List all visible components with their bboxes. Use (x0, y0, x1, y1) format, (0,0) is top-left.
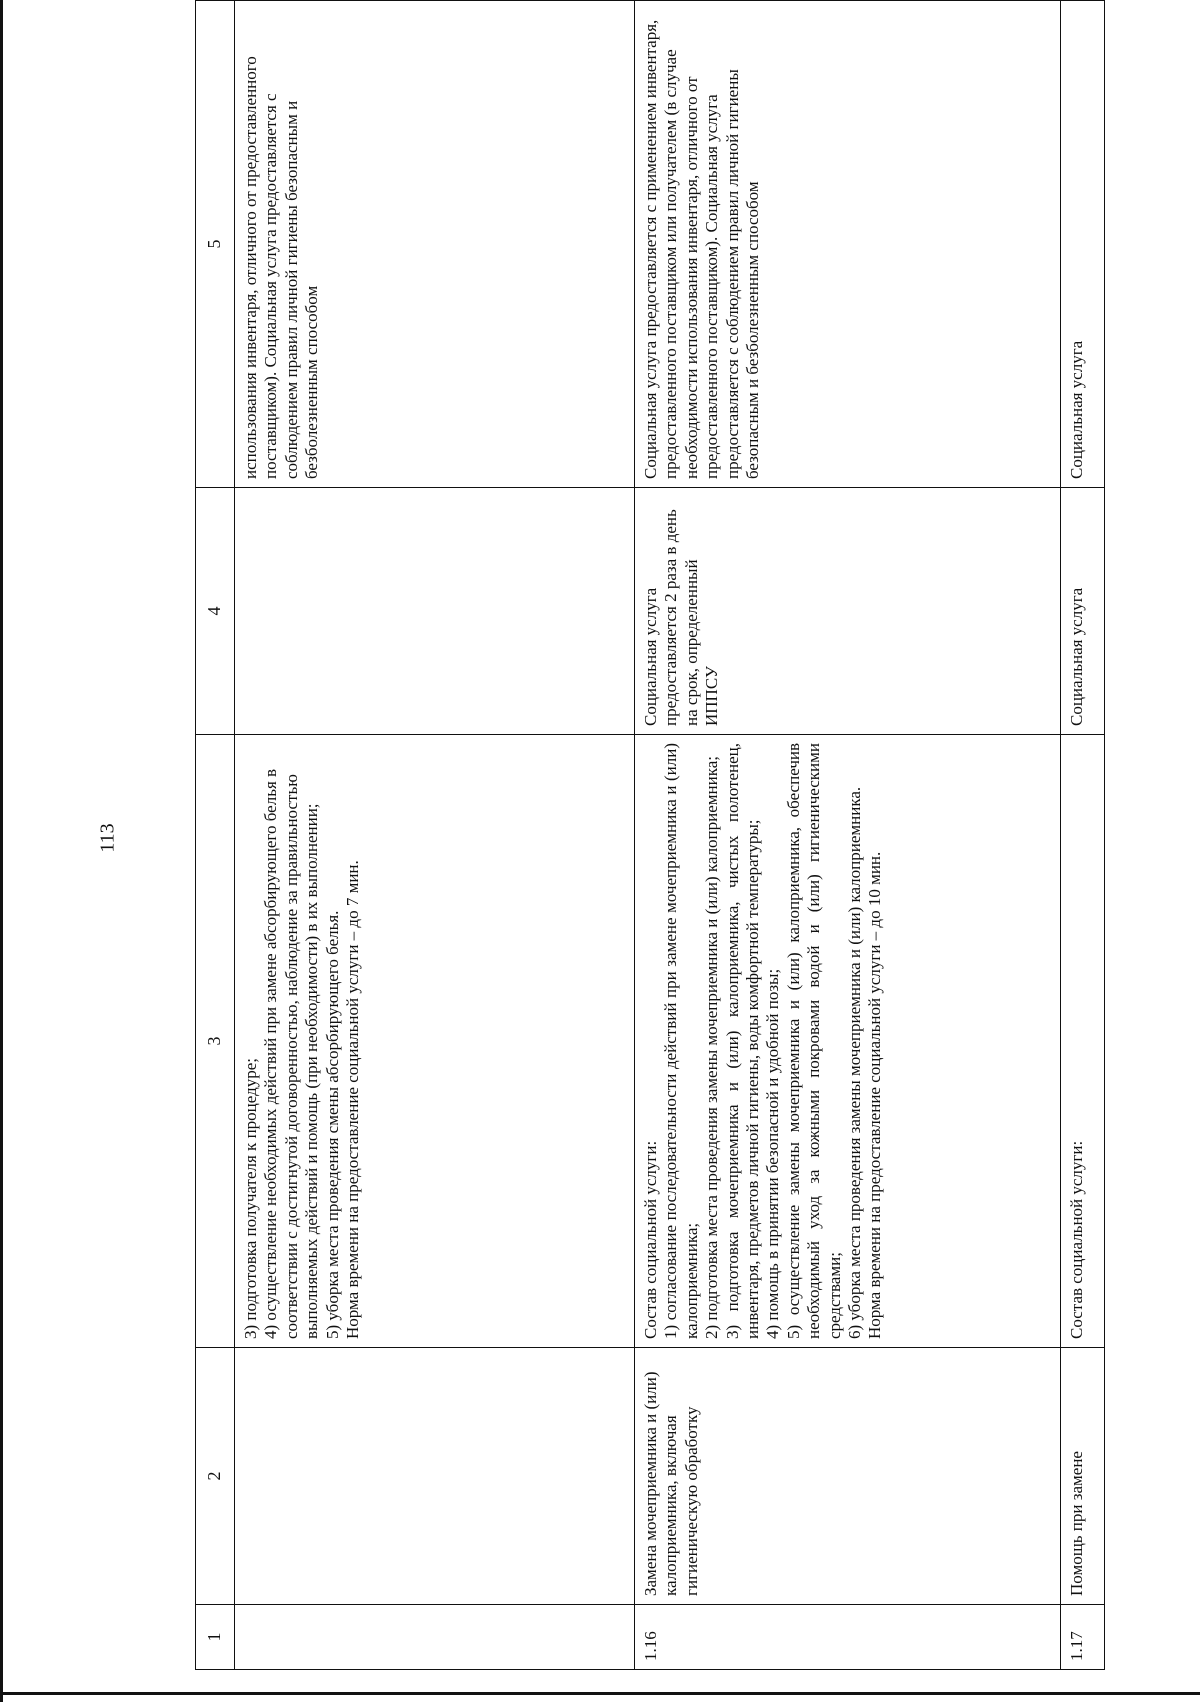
table-row-1-17 (1061, 1, 1105, 1670)
content-line: 3) подготовка получателя к процедуре; (241, 1057, 260, 1339)
cell-service-name: Помощь при замене (1061, 1348, 1105, 1605)
cell-conditions: Социальная услуга (1061, 1, 1105, 488)
content-line: 1) согласование последовательности действий при замене мочеприемника и (или) калоприемника; (661, 743, 701, 1339)
services-table (195, 0, 1105, 1670)
cell-frequency: Социальная услуга предоставляется 2 раза в день на срок, определенный ИППСУ (635, 488, 1061, 735)
table-header-row (196, 1, 235, 1670)
rotated-page-content (195, 0, 1105, 1670)
cell-number (235, 1605, 635, 1670)
content-line: 5) уборка места проведения смены абсорбирующего белья. (322, 910, 342, 1339)
content-line: 5) осуществление замены мочеприемника и (или) калоприемника, обеспечив необходимый уход за кожными покровами водой и (или) гигиеническими средствами; (783, 743, 844, 1339)
cell-number: 1.16 (635, 1605, 1061, 1670)
scan-border-bottom (0, 1692, 1200, 1695)
content-line: Норма времени на предоставление социальной услуги – до 10 мин. (865, 851, 885, 1339)
cell-service-content (1061, 735, 1105, 1348)
content-line: Состав социальной услуги: (1067, 1140, 1086, 1339)
cell-frequency (235, 488, 635, 735)
header-col-4: 4 (196, 488, 235, 735)
cell-frequency: Социальная услуга (1061, 488, 1105, 735)
header-col-1: 1 (196, 1605, 235, 1670)
cell-conditions: Социальная услуга предоставляется с применением инвентаря, предоставленного поставщиком или получателем (в случае необходимости использования инвентаря, отличного от предоставленного поставщиком). Социальная услуга предоставляется с соблюдением правил личной гигиены безопасным и безболезненным способом (635, 1, 1061, 488)
scan-border-left (0, 0, 3, 1702)
header-col-5: 5 (196, 1, 235, 488)
header-col-3: 3 (196, 735, 235, 1348)
table-row-1-16 (635, 1, 1061, 1670)
header-col-2: 2 (196, 1348, 235, 1605)
cell-number: 1.17 (1061, 1605, 1105, 1670)
cell-service-content (635, 735, 1061, 1348)
content-line: 4) осуществление необходимых действий при замене абсорбирующего белья в соответствии с достигнутой договоренностью, наблюдение за правильностью выполняемых действий и помощь (при необходимости) в их выполнении; (261, 768, 322, 1339)
page-number: 113 (96, 823, 119, 853)
content-line: 3) подготовка мочеприемника и (или) калоприемника, чистых полотенец, инвентаря, предметов личной гигиены, воды комфортной температуры; (722, 743, 762, 1339)
cell-service-name (235, 1348, 635, 1605)
cell-service-content (235, 735, 635, 1348)
content-line: Норма времени на предоставление социальной услуги – до 7 мин. (342, 860, 362, 1339)
table-row-continuation (235, 1, 635, 1670)
cell-conditions: использования инвентаря, отличного от предоставленного поставщиком). Социальная услуга предоставляется с соблюдением правил личной гигиены безопасным и безболезненным способом (235, 1, 635, 488)
cell-service-name: Замена мочеприемника и (или) калоприемника, включая гигиеническую обработку (635, 1348, 1061, 1605)
content-line: 2) подготовка места проведения замены мочеприемника и (или) калоприемника; (702, 755, 722, 1339)
content-line: Состав социальной услуги: (641, 1140, 660, 1339)
content-line: 6) уборка места проведения замены мочеприемника и (или) калоприемника. (844, 786, 864, 1339)
content-line: 4) помощь в принятии безопасной и удобной позы; (763, 968, 783, 1339)
